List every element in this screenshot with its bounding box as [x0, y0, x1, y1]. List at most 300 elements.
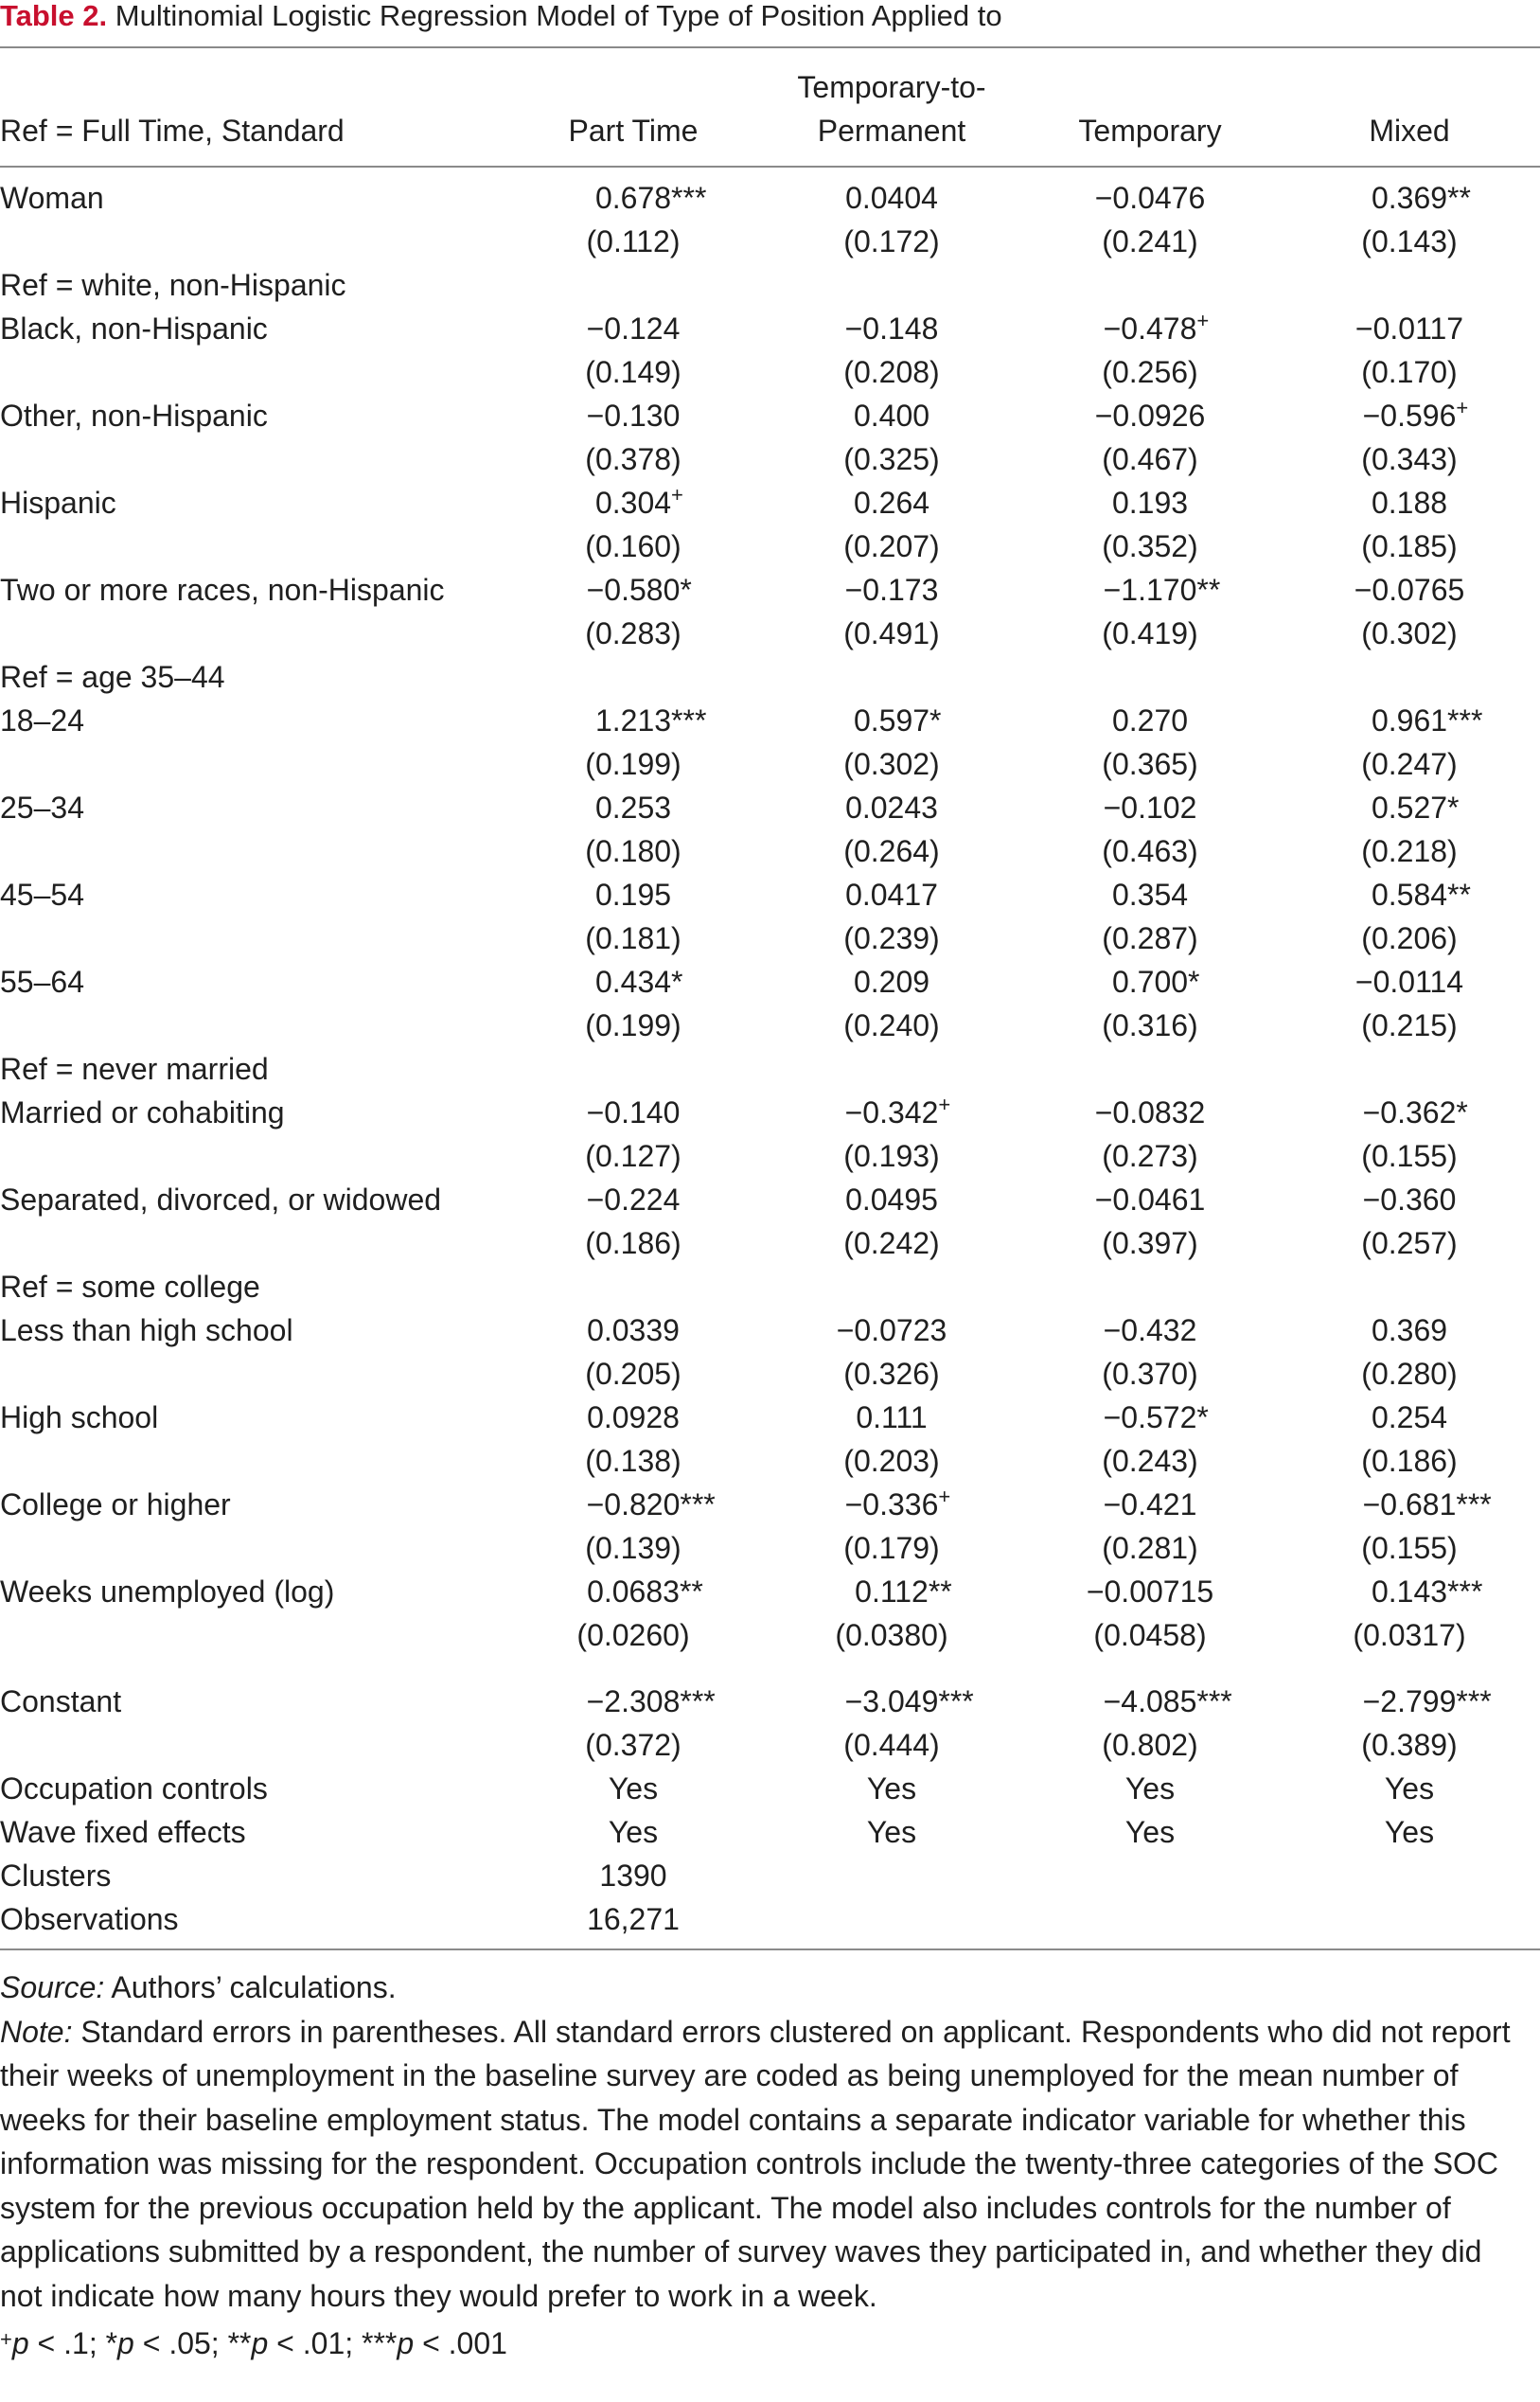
cell-value: Yes: [866, 1771, 917, 1806]
table-cell: [1013, 176, 1287, 220]
significance-marker: *: [1188, 965, 1200, 999]
table-cell: [754, 307, 1029, 350]
significance-marker: ***: [938, 1684, 974, 1718]
cell-value: (0.247): [1361, 747, 1458, 781]
table-caption: [0, 0, 1002, 32]
table-cell: [1272, 437, 1540, 481]
row-label: Ref = some college: [0, 1270, 260, 1304]
table-cell: [1272, 1570, 1540, 1613]
table-cell: [1013, 481, 1287, 525]
note-text: Standard errors in parentheses. All standard errors clustered on applicant. Respondents who did not report their weeks of unemployment in the baseline survey are coded as being unemployed for the mean number of weeks for their baseline employment status. The model contains a separate indicator variable for whether this information was missing for the respondent. Occupation controls include the twenty-three categories of the SOC system for the previous occupation held by the applicant. The model also includes controls for the number of applications submitted by a respondent, the number of survey waves they participated in, and whether they did not indicate how many hours they would prefer to work in a week.: [0, 2014, 1511, 2313]
table-cell: [1013, 1570, 1287, 1613]
general-note: [0, 2010, 1529, 2319]
table-cell: [1013, 1439, 1287, 1483]
p-symbol: p: [397, 2326, 415, 2360]
cell-value: (0.179): [843, 1531, 940, 1565]
cell-value: (0.186): [585, 1226, 681, 1260]
significance-legend: [0, 2318, 1529, 2366]
cell-value: (0.491): [843, 616, 940, 650]
cell-value: (0.343): [1361, 442, 1458, 476]
table-cell: [496, 1680, 770, 1723]
significance-symbol: **: [227, 2326, 252, 2360]
cell-value: −0.00715: [1086, 1575, 1214, 1609]
table-row-standard-errors: [0, 916, 1540, 960]
row-label: 55–64: [0, 965, 84, 999]
table-cell: [754, 1134, 1029, 1178]
table-cell: [754, 699, 1029, 742]
cell-value: −0.0723: [836, 1313, 947, 1347]
cell-value: (0.256): [1102, 355, 1198, 389]
table-cell: [1272, 1091, 1540, 1134]
significance-marker: **: [1447, 878, 1471, 912]
table-row-standard-errors: [0, 1439, 1540, 1483]
cell-value: −0.336 +: [845, 1483, 939, 1526]
cell-value: (0.389): [1361, 1728, 1458, 1762]
p-threshold: < .1;: [28, 2326, 106, 2360]
table-cell: [1272, 1613, 1540, 1657]
table-cell: [754, 612, 1029, 655]
p-threshold: < .001: [414, 2326, 507, 2360]
significance-marker: *: [1196, 1400, 1209, 1434]
cell-value: Yes: [1384, 1815, 1435, 1849]
cell-value: (0.199): [585, 1008, 681, 1042]
table-row-standard-errors: [0, 1221, 1540, 1265]
table-cell: [496, 1308, 770, 1352]
source-label: Source:: [0, 1970, 105, 2004]
cell-value: (0.155): [1361, 1139, 1458, 1173]
cell-value: −0.0461: [1094, 1183, 1206, 1217]
table-number: Table 2.: [0, 0, 108, 32]
cell-value: (0.203): [843, 1444, 940, 1478]
table-cell: [1013, 394, 1287, 437]
table-row: [0, 1265, 1540, 1308]
cell-value: Yes: [1124, 1771, 1176, 1806]
table-cell: [496, 1854, 770, 1897]
p-threshold: < .01;: [268, 2326, 363, 2360]
table-cell: [1272, 525, 1540, 568]
table-cell: [1272, 1439, 1540, 1483]
table-cell: [496, 1134, 770, 1178]
table-cell: [1272, 1352, 1540, 1396]
cell-value: −0.130: [586, 399, 681, 433]
row-label: Ref = white, non-Hispanic: [0, 268, 346, 302]
table-cell: [496, 1897, 770, 1941]
table-cell: [1013, 1723, 1287, 1767]
table-cell: [1272, 1526, 1540, 1570]
significance-marker: **: [928, 1575, 952, 1609]
cell-value: (0.0458): [1093, 1618, 1207, 1652]
cell-value: −0.102: [1103, 791, 1197, 825]
significance-marker: **: [679, 1575, 703, 1609]
table-cell: [1272, 1767, 1540, 1810]
table-row: [0, 786, 1540, 829]
significance-marker: **: [1447, 181, 1471, 215]
cell-value: (0.273): [1102, 1139, 1198, 1173]
table-cell: [1272, 220, 1540, 263]
significance-marker: *: [1456, 1095, 1468, 1130]
p-symbol: p: [11, 2326, 29, 2360]
table-row-standard-errors: [0, 350, 1540, 394]
cell-value: 0.264: [853, 486, 930, 520]
cell-value: (0.302): [1361, 616, 1458, 650]
table-cell: [496, 699, 770, 742]
cell-value: (0.302): [843, 747, 940, 781]
p-symbol: p: [251, 2326, 269, 2360]
table-cell: [1272, 176, 1540, 220]
cell-value: (0.326): [843, 1357, 940, 1391]
table-row: [0, 1178, 1540, 1221]
cell-value: 0.434 *: [595, 960, 671, 1004]
table-cell: [1013, 437, 1287, 481]
cell-value: −0.140: [586, 1095, 681, 1130]
cell-value: (0.218): [1361, 834, 1458, 868]
cell-value: −2.308 ***: [587, 1680, 681, 1723]
table-cell: [754, 1178, 1029, 1221]
cell-value: 0.369: [1371, 1313, 1448, 1347]
table-cell: [496, 1767, 770, 1810]
column-header-line1: Temporary-to-: [797, 70, 986, 104]
table-cell: [496, 220, 770, 263]
cell-value: (0.280): [1361, 1357, 1458, 1391]
cell-value: 0.270: [1111, 703, 1189, 738]
cell-value: (0.215): [1361, 1008, 1458, 1042]
cell-value: (0.208): [843, 355, 940, 389]
cell-value: (0.444): [843, 1728, 940, 1762]
cell-value: −0.820 ***: [587, 1483, 681, 1526]
cell-value: 0.584 **: [1372, 873, 1447, 916]
significance-marker: *: [671, 965, 683, 999]
table-cell: [1013, 1004, 1287, 1047]
table-row: [0, 699, 1540, 742]
table-cell: [1272, 1308, 1540, 1352]
cell-value: −0.0765: [1354, 573, 1465, 607]
table-cell: [496, 1723, 770, 1767]
table-cell: [754, 1091, 1029, 1134]
cell-value: (0.180): [585, 834, 681, 868]
table-cell: [1013, 873, 1287, 916]
row-label: Married or cohabiting: [0, 1095, 285, 1130]
cell-value: 0.369 **: [1372, 176, 1447, 220]
table-row: [0, 176, 1540, 220]
cell-value: (0.0317): [1353, 1618, 1466, 1652]
table-cell: [1013, 1767, 1287, 1810]
table-cell: [1272, 1178, 1540, 1221]
cell-value: (0.325): [843, 442, 940, 476]
significance-marker: ***: [671, 703, 707, 738]
table-cell: [1013, 350, 1287, 394]
cell-value: (0.155): [1361, 1531, 1458, 1565]
cell-value: (0.802): [1102, 1728, 1198, 1762]
row-label: Two or more races, non-Hispanic: [0, 573, 445, 607]
significance-marker: *: [1447, 791, 1460, 825]
table-cell: [754, 1526, 1029, 1570]
row-label: Separated, divorced, or widowed: [0, 1183, 442, 1217]
cell-value: −0.432: [1103, 1313, 1197, 1347]
table-cell: [1272, 786, 1540, 829]
cell-value: (0.186): [1361, 1444, 1458, 1478]
column-header-temp-to-perm: Permanent: [817, 114, 966, 148]
cell-value: 0.0683 **: [587, 1570, 680, 1613]
table-cell: [754, 568, 1029, 612]
table-cell: [1272, 829, 1540, 873]
table-cell: [754, 176, 1029, 220]
cell-value: 0.354: [1111, 878, 1189, 912]
cell-value: (0.467): [1102, 442, 1198, 476]
top-rule: [0, 46, 1540, 48]
cell-value: (0.241): [1102, 224, 1198, 258]
reference-category-header: Ref = Full Time, Standard: [0, 114, 345, 148]
significance-marker: ***: [1447, 1575, 1483, 1609]
table-row: [0, 481, 1540, 525]
table-cell: [1013, 1810, 1287, 1854]
table-cell: [1013, 1483, 1287, 1526]
table-row: [0, 873, 1540, 916]
cell-value: 0.188: [1371, 486, 1448, 520]
cell-value: 0.0243: [845, 791, 938, 825]
significance-marker: ***: [1456, 1684, 1492, 1718]
table-cell: [1272, 394, 1540, 437]
table-cell: [1013, 307, 1287, 350]
p-symbol: p: [117, 2326, 134, 2360]
row-label: Woman: [0, 181, 104, 215]
table-notes: [0, 1966, 1529, 2366]
table-cell: [754, 1570, 1029, 1613]
cell-value: (0.0380): [835, 1618, 948, 1652]
significance-marker: ***: [671, 181, 707, 215]
cell-value: (0.160): [585, 529, 681, 563]
table-cell: [754, 1810, 1029, 1854]
table-cell: [1013, 960, 1287, 1004]
cell-value: −0.0117: [1354, 311, 1464, 346]
cell-value: 1390: [599, 1859, 667, 1893]
table-cell: [496, 1091, 770, 1134]
cell-value: (0.181): [585, 921, 681, 955]
cell-value: 0.143 ***: [1372, 1570, 1447, 1613]
table-cell: [1013, 1308, 1287, 1352]
table-cell: [496, 394, 770, 437]
table-cell: [754, 1483, 1029, 1526]
table-row: [0, 307, 1540, 350]
cell-value: (0.193): [843, 1139, 940, 1173]
table-cell: [496, 873, 770, 916]
table-cell: [496, 176, 770, 220]
table-cell: [1013, 1352, 1287, 1396]
table-cell: [754, 829, 1029, 873]
table-cell: [754, 1308, 1029, 1352]
table-cell: [1272, 916, 1540, 960]
table-row-standard-errors: [0, 829, 1540, 873]
cell-value: 0.0417: [845, 878, 938, 912]
cell-value: −1.170 **: [1104, 568, 1197, 612]
cell-value: Yes: [608, 1815, 659, 1849]
table-cell: [496, 1004, 770, 1047]
significance-marker: +: [1456, 396, 1469, 419]
table-row: [0, 1308, 1540, 1352]
table-cell: [1013, 742, 1287, 786]
table-row-standard-errors: [0, 1613, 1540, 1657]
table-cell: [754, 916, 1029, 960]
cell-value: 1.213 ***: [595, 699, 671, 742]
cell-value: 0.400: [853, 399, 930, 433]
cell-value: (0.185): [1361, 529, 1458, 563]
table-row: [0, 1396, 1540, 1439]
table-cell: [496, 481, 770, 525]
table-cell: [496, 307, 770, 350]
table-cell: [1272, 1004, 1540, 1047]
table-cell: [1272, 699, 1540, 742]
cell-value: 0.195: [594, 878, 672, 912]
row-label: High school: [0, 1400, 159, 1434]
cell-value: Yes: [1384, 1771, 1435, 1806]
table-cell: [1272, 960, 1540, 1004]
cell-value: Yes: [866, 1815, 917, 1849]
source-note: [0, 1966, 1529, 2010]
table-cell: [496, 350, 770, 394]
table-cell: [754, 220, 1029, 263]
cell-value: 0.254: [1371, 1400, 1448, 1434]
table-cell: [1272, 350, 1540, 394]
significance-marker: +: [938, 1093, 951, 1116]
table-cell: [1272, 1810, 1540, 1854]
table-cell: [496, 1439, 770, 1483]
table-cell: [1013, 1221, 1287, 1265]
table-cell: [1013, 525, 1287, 568]
table-cell: [1013, 1526, 1287, 1570]
cell-value: −0.360: [1362, 1183, 1457, 1217]
table-cell: [754, 394, 1029, 437]
table-cell: [1013, 1613, 1287, 1657]
table-cell: [754, 1004, 1029, 1047]
cell-value: (0.242): [843, 1226, 940, 1260]
source-text: Authors’ calculations.: [104, 1970, 397, 2004]
table-row: [0, 1680, 1540, 1723]
row-label: Hispanic: [0, 486, 116, 520]
row-label: 18–24: [0, 703, 84, 738]
table-cell: [496, 437, 770, 481]
significance-marker: *: [680, 573, 692, 607]
table-cell: [754, 786, 1029, 829]
row-label: Wave fixed effects: [0, 1815, 246, 1849]
table-cell: [754, 481, 1029, 525]
table-cell: [1013, 699, 1287, 742]
cell-value: (0.127): [585, 1139, 681, 1173]
row-label: Clusters: [0, 1859, 112, 1893]
table-row-standard-errors: [0, 437, 1540, 481]
table-cell: [496, 1483, 770, 1526]
cell-value: (0.370): [1102, 1357, 1198, 1391]
table-cell: [754, 1613, 1029, 1657]
cell-value: Yes: [608, 1771, 659, 1806]
table-cell: [1272, 1221, 1540, 1265]
cell-value: 0.700 *: [1112, 960, 1188, 1004]
table-cell: [754, 1221, 1029, 1265]
cell-value: (0.240): [843, 1008, 940, 1042]
column-header-part-time: Part Time: [568, 114, 699, 148]
table-cell: [754, 960, 1029, 1004]
note-label: Note:: [0, 2014, 73, 2049]
row-label: Other, non-Hispanic: [0, 399, 268, 433]
cell-value: (0.397): [1102, 1226, 1198, 1260]
cell-value: −0.421: [1103, 1487, 1197, 1521]
cell-value: (0.143): [1361, 224, 1458, 258]
table-cell: [496, 1178, 770, 1221]
table-cell: [754, 1723, 1029, 1767]
cell-value: 0.678 ***: [595, 176, 671, 220]
row-label: 25–34: [0, 791, 84, 825]
bottom-rule: [0, 1948, 1540, 1950]
table-body: [0, 176, 1540, 1941]
row-label: Weeks unemployed (log): [0, 1575, 335, 1609]
table-row: [0, 1854, 1540, 1897]
table-row: [0, 1091, 1540, 1134]
table-cell: [1013, 916, 1287, 960]
row-label: Constant: [0, 1684, 122, 1718]
cell-value: 0.0928: [587, 1400, 680, 1434]
table-cell: [496, 960, 770, 1004]
table-row: [0, 394, 1540, 437]
cell-value: −0.148: [844, 311, 939, 346]
cell-value: 0.304 +: [595, 481, 671, 525]
table-cell: [496, 1570, 770, 1613]
table-row: [0, 960, 1540, 1004]
cell-value: −0.173: [844, 573, 939, 607]
cell-value: 16,271: [587, 1902, 680, 1936]
cell-value: −0.572 *: [1104, 1396, 1197, 1439]
table-cell: [1013, 1134, 1287, 1178]
cell-value: (0.138): [585, 1444, 681, 1478]
table-cell: [1013, 1178, 1287, 1221]
table-row: [0, 1047, 1540, 1091]
table-cell: [1013, 1396, 1287, 1439]
table-row-standard-errors: [0, 1004, 1540, 1047]
cell-value: −0.596 +: [1363, 394, 1457, 437]
table-cell: [1272, 1396, 1540, 1439]
table-cell: [754, 1680, 1029, 1723]
cell-value: (0.287): [1102, 921, 1198, 955]
cell-value: −0.0926: [1094, 399, 1206, 433]
cell-value: (0.239): [843, 921, 940, 955]
cell-value: (0.281): [1102, 1531, 1198, 1565]
table-cell: [754, 742, 1029, 786]
table-cell: [754, 1767, 1029, 1810]
table-cell: [754, 1439, 1029, 1483]
header-rule: [0, 166, 1540, 168]
significance-marker: ***: [1447, 703, 1483, 738]
significance-marker: *: [929, 703, 942, 738]
table-row-standard-errors: [0, 525, 1540, 568]
cell-value: −0.478 +: [1104, 307, 1197, 350]
table-cell: [496, 829, 770, 873]
cell-value: 0.0495: [845, 1183, 938, 1217]
cell-value: 0.253: [594, 791, 672, 825]
cell-value: (0.257): [1361, 1226, 1458, 1260]
cell-value: −0.0476: [1094, 181, 1206, 215]
significance-symbol: ***: [362, 2326, 398, 2360]
table-row: [0, 1810, 1540, 1854]
significance-marker: ***: [680, 1487, 716, 1521]
cell-value: (0.205): [585, 1357, 681, 1391]
table-cell: [496, 1526, 770, 1570]
significance-symbol: *: [105, 2326, 118, 2360]
significance-marker: +: [671, 483, 683, 507]
table-cell: [1013, 220, 1287, 263]
cell-value: −0.224: [586, 1183, 681, 1217]
significance-marker: **: [1196, 573, 1221, 607]
table-cell: [1272, 1483, 1540, 1526]
row-label: 45–54: [0, 878, 84, 912]
table-row-standard-errors: [0, 1723, 1540, 1767]
cell-value: (0.372): [585, 1728, 681, 1762]
